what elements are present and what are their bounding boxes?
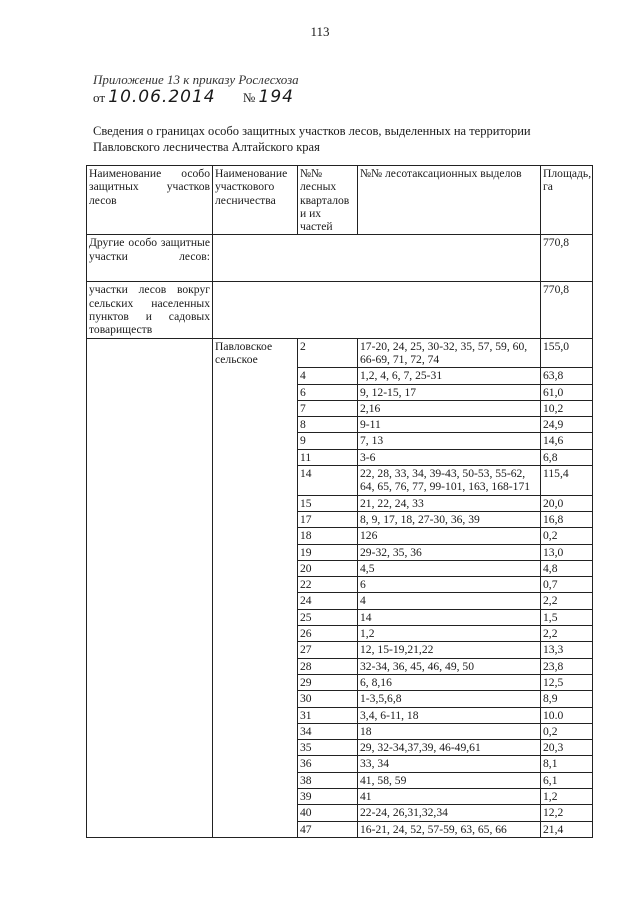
area-value: 6,1 <box>541 772 593 788</box>
category-empty-cell <box>213 235 541 282</box>
category-name: Другие особо защитные участки лесов: <box>87 235 213 282</box>
area-value: 0,2 <box>541 528 593 544</box>
area-value: 13,3 <box>541 642 593 658</box>
area-value: 63,8 <box>541 368 593 384</box>
area-value: 1,2 <box>541 788 593 804</box>
subcategory-empty-cell <box>213 282 541 338</box>
allotment-numbers: 9, 12-15, 17 <box>358 384 541 400</box>
allotment-numbers: 12, 15-19,21,22 <box>358 642 541 658</box>
category-row <box>87 235 593 282</box>
appendix-reference: Приложение 13 к приказу Рослесхоза <box>93 72 299 87</box>
order-reference <box>93 87 294 107</box>
order-from-label: от <box>93 90 106 105</box>
quarter-number: 19 <box>298 544 358 560</box>
allotment-numbers: 32-34, 36, 45, 46, 49, 50 <box>358 658 541 674</box>
quarter-number: 38 <box>298 772 358 788</box>
allotment-numbers: 22-24, 26,31,32,34 <box>358 805 541 821</box>
quarter-number: 31 <box>298 707 358 723</box>
order-number: 194 <box>258 87 294 107</box>
order-number-label: № <box>242 90 256 105</box>
quarter-number: 14 <box>298 466 358 496</box>
area-value: 4,8 <box>541 560 593 576</box>
quarter-number: 29 <box>298 674 358 690</box>
quarter-number: 25 <box>298 609 358 625</box>
area-value: 61,0 <box>541 384 593 400</box>
area-value: 10.0 <box>541 707 593 723</box>
quarter-number: 6 <box>298 384 358 400</box>
quarter-number: 20 <box>298 560 358 576</box>
quarter-number: 18 <box>298 528 358 544</box>
quarter-number: 26 <box>298 626 358 642</box>
subcategory-name: участки лесов вокруг сельских населенных пунктов и садовых товариществ <box>87 282 213 338</box>
allotment-numbers: 9-11 <box>358 417 541 433</box>
area-value: 155,0 <box>541 338 593 368</box>
area-name-empty-cell <box>87 338 213 837</box>
quarter-number: 22 <box>298 577 358 593</box>
quarter-number: 4 <box>298 368 358 384</box>
subcategory-row <box>87 282 593 338</box>
area-value: 2,2 <box>541 626 593 642</box>
area-value: 20,0 <box>541 495 593 511</box>
quarter-number: 24 <box>298 593 358 609</box>
quarter-number: 47 <box>298 821 358 837</box>
allotment-numbers: 41, 58, 59 <box>358 772 541 788</box>
district-name: Павловское сельское <box>213 338 298 837</box>
allotment-numbers: 6 <box>358 577 541 593</box>
quarter-number: 30 <box>298 691 358 707</box>
allotment-numbers: 29, 32-34,37,39, 46-49,61 <box>358 740 541 756</box>
allotment-numbers: 1,2 <box>358 626 541 642</box>
allotment-numbers: 1-3,5,6,8 <box>358 691 541 707</box>
quarter-number: 9 <box>298 433 358 449</box>
area-value: 115,4 <box>541 466 593 496</box>
page-number: 113 <box>310 24 330 39</box>
allotment-numbers: 18 <box>358 723 541 739</box>
header-quarters: №№ лесных кварталов и их частей <box>298 166 358 235</box>
area-value: 24,9 <box>541 417 593 433</box>
allotment-numbers: 4 <box>358 593 541 609</box>
allotment-numbers: 17-20, 24, 25, 30-32, 35, 57, 59, 60, 66-69, 71, 72, 74 <box>358 338 541 368</box>
allotment-numbers: 14 <box>358 609 541 625</box>
quarter-number: 39 <box>298 788 358 804</box>
header-district: Наименование участкового лесничества <box>213 166 298 235</box>
allotment-numbers: 2,16 <box>358 400 541 416</box>
table-header-row <box>87 166 593 235</box>
allotment-numbers: 16-21, 24, 52, 57-59, 63, 65, 66 <box>358 821 541 837</box>
allotment-numbers: 7, 13 <box>358 433 541 449</box>
quarter-number: 40 <box>298 805 358 821</box>
area-value: 6,8 <box>541 449 593 465</box>
allotment-numbers: 1,2, 4, 6, 7, 25-31 <box>358 368 541 384</box>
area-value: 14,6 <box>541 433 593 449</box>
area-value: 12,2 <box>541 805 593 821</box>
quarter-number: 34 <box>298 723 358 739</box>
allotment-numbers: 33, 34 <box>358 756 541 772</box>
subcategory-area: 770,8 <box>541 282 593 338</box>
area-value: 20,3 <box>541 740 593 756</box>
area-value: 2,2 <box>541 593 593 609</box>
header-area-name: Наименование особо защитных участков лесов <box>87 166 213 235</box>
allotment-numbers: 41 <box>358 788 541 804</box>
area-value: 23,8 <box>541 658 593 674</box>
allotment-numbers: 21, 22, 24, 33 <box>358 495 541 511</box>
quarter-number: 35 <box>298 740 358 756</box>
quarter-number: 2 <box>298 338 358 368</box>
order-date: 10.06.2014 <box>108 87 216 107</box>
quarter-number: 27 <box>298 642 358 658</box>
allotment-numbers: 3,4, 6-11, 18 <box>358 707 541 723</box>
quarter-number: 17 <box>298 511 358 527</box>
quarter-number: 11 <box>298 449 358 465</box>
area-value: 16,8 <box>541 511 593 527</box>
area-value: 10,2 <box>541 400 593 416</box>
area-value: 8,1 <box>541 756 593 772</box>
area-value: 0,2 <box>541 723 593 739</box>
allotment-numbers: 126 <box>358 528 541 544</box>
header-area-ha: Площадь, га <box>541 166 593 235</box>
area-value: 0,7 <box>541 577 593 593</box>
table-row <box>87 338 593 368</box>
header-allotments: №№ лесотаксационных выделов <box>358 166 541 235</box>
quarter-number: 15 <box>298 495 358 511</box>
allotment-numbers: 22, 28, 33, 34, 39-43, 50-53, 55-62, 64, 65, 76, 77, 99-101, 163, 168-171 <box>358 466 541 496</box>
quarter-number: 7 <box>298 400 358 416</box>
area-value: 8,9 <box>541 691 593 707</box>
allotment-numbers: 29-32, 35, 36 <box>358 544 541 560</box>
allotment-numbers: 4,5 <box>358 560 541 576</box>
forest-areas-table <box>86 165 593 838</box>
document-heading: Сведения о границах особо защитных участков лесов, выделенных на территории Павловского лесничества Алтайского края <box>93 124 531 154</box>
category-area: 770,8 <box>541 235 593 282</box>
area-value: 21,4 <box>541 821 593 837</box>
area-value: 13,0 <box>541 544 593 560</box>
allotment-numbers: 6, 8,16 <box>358 674 541 690</box>
quarter-number: 28 <box>298 658 358 674</box>
allotment-numbers: 8, 9, 17, 18, 27-30, 36, 39 <box>358 511 541 527</box>
area-value: 12,5 <box>541 674 593 690</box>
quarter-number: 8 <box>298 417 358 433</box>
allotment-numbers: 3-6 <box>358 449 541 465</box>
quarter-number: 36 <box>298 756 358 772</box>
area-value: 1,5 <box>541 609 593 625</box>
